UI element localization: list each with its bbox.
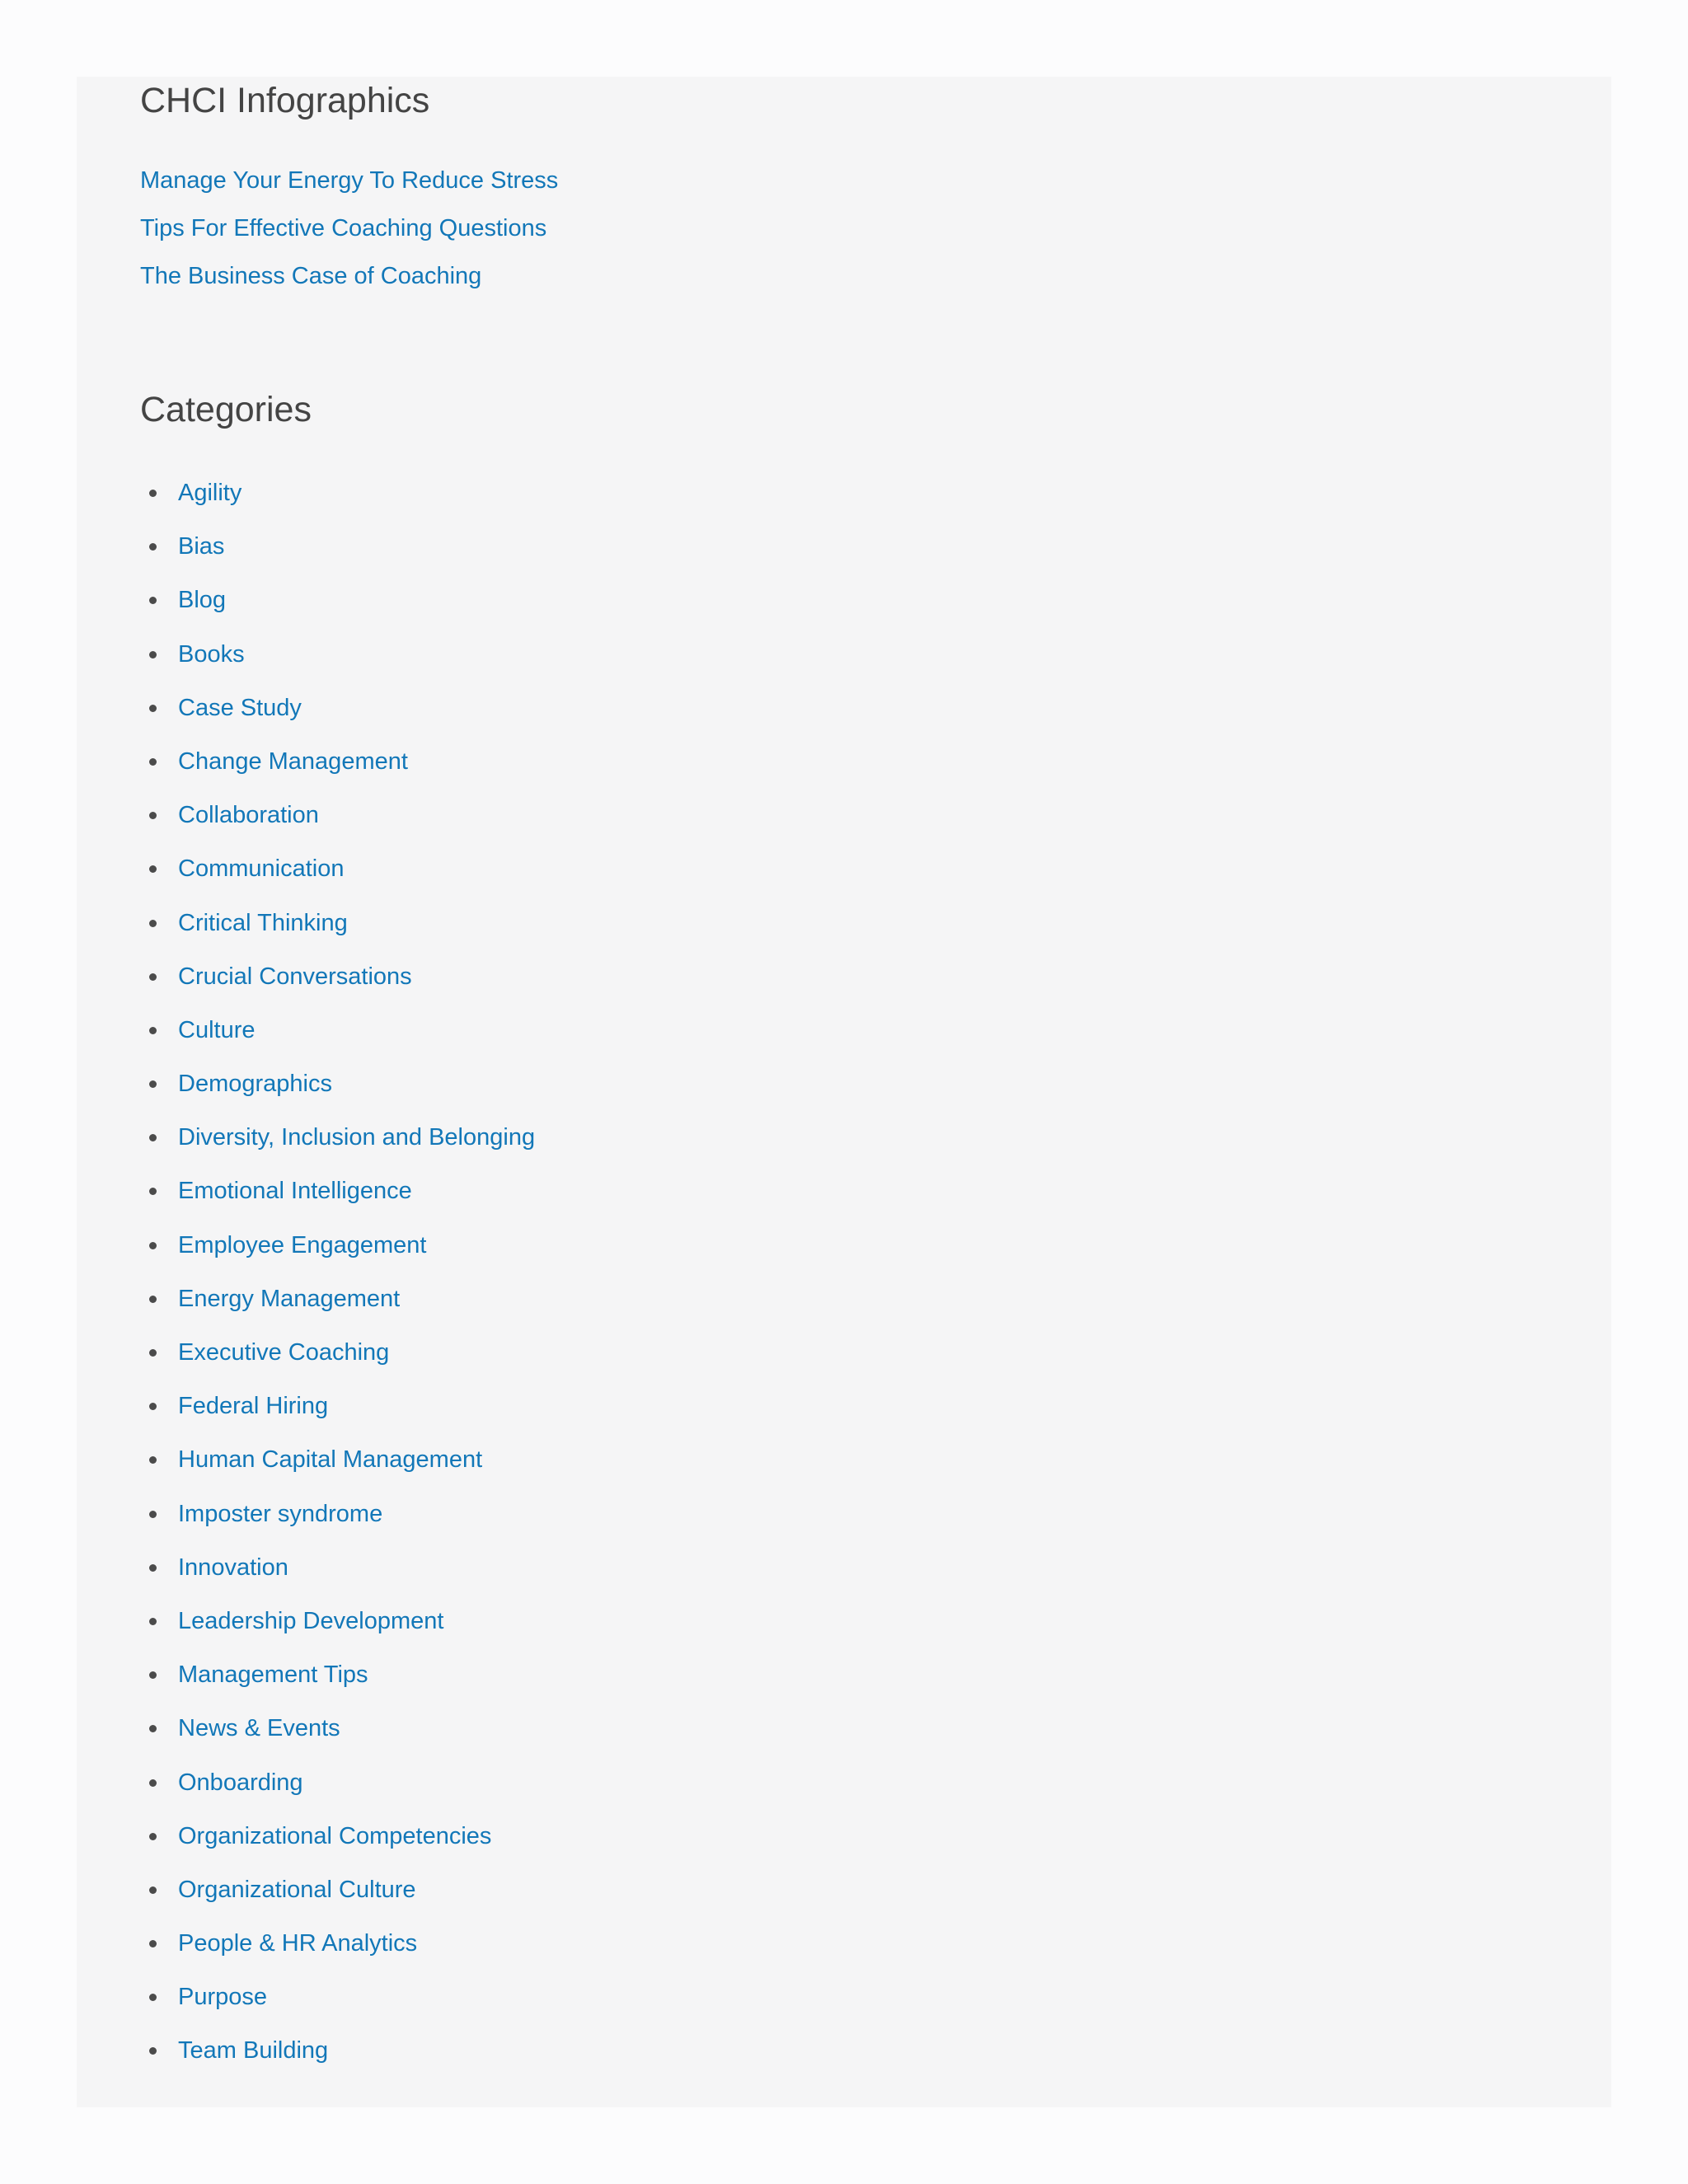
category-list-item <box>140 1285 1611 1338</box>
category-link-team-building[interactable]: Team Building <box>178 2037 329 2064</box>
category-list-item <box>140 1714 1611 1768</box>
category-link-bias[interactable]: Bias <box>178 533 225 560</box>
bullet-icon <box>149 812 157 819</box>
bullet-icon <box>149 1027 157 1034</box>
bullet-icon <box>149 1833 157 1840</box>
category-link-management-tips[interactable]: Management Tips <box>178 1661 368 1689</box>
category-link-change-management[interactable]: Change Management <box>178 748 408 775</box>
category-list-item <box>140 1338 1611 1392</box>
bullet-icon <box>149 920 157 927</box>
category-list-item <box>140 855 1611 908</box>
infographics-title: CHCI Infographics <box>140 81 430 120</box>
category-link-books[interactable]: Books <box>178 640 245 668</box>
category-link-blog[interactable]: Blog <box>178 587 227 614</box>
category-list-item <box>140 1231 1611 1285</box>
infographics-list-item <box>140 214 1611 262</box>
infographic-link-manage-energy[interactable]: Manage Your Energy To Reduce Stress <box>140 167 559 194</box>
infographics-list-item <box>140 166 1611 214</box>
category-link-people-hr-analytics[interactable]: People & HR Analytics <box>178 1930 418 1957</box>
category-list-item <box>140 1392 1611 1446</box>
category-link-crucial-conversations[interactable]: Crucial Conversations <box>178 963 412 990</box>
category-list-item <box>140 1661 1611 1714</box>
category-list-item <box>140 694 1611 748</box>
category-list-item <box>140 1876 1611 1929</box>
category-list-item <box>140 1177 1611 1230</box>
category-link-critical-thinking[interactable]: Critical Thinking <box>178 909 348 936</box>
bullet-icon <box>149 543 157 551</box>
bullet-icon <box>149 705 157 712</box>
category-list-item <box>140 1446 1611 1499</box>
category-list-item <box>140 801 1611 855</box>
bullet-icon <box>149 1564 157 1572</box>
category-list-item <box>140 1607 1611 1661</box>
bullet-icon <box>149 973 157 981</box>
category-link-organizational-competencies[interactable]: Organizational Competencies <box>178 1822 492 1849</box>
categories-widget <box>140 392 1611 2091</box>
bullet-icon <box>149 597 157 604</box>
category-link-organizational-culture[interactable]: Organizational Culture <box>178 1876 416 1903</box>
category-list-item <box>140 640 1611 694</box>
category-link-collaboration[interactable]: Collaboration <box>178 802 319 829</box>
category-list-item <box>140 1500 1611 1554</box>
category-link-leadership-development[interactable]: Leadership Development <box>178 1607 444 1634</box>
category-link-onboarding[interactable]: Onboarding <box>178 1769 303 1796</box>
bullet-icon <box>149 1188 157 1195</box>
bullet-icon <box>149 490 157 497</box>
category-list-item <box>140 586 1611 640</box>
category-link-innovation[interactable]: Innovation <box>178 1554 288 1581</box>
category-link-executive-coaching[interactable]: Executive Coaching <box>178 1339 390 1366</box>
bullet-icon <box>149 865 157 873</box>
bullet-icon <box>149 1886 157 1894</box>
category-list-item <box>140 909 1611 963</box>
category-list-item <box>140 2036 1611 2090</box>
bullet-icon <box>149 1511 157 1518</box>
category-list-item <box>140 748 1611 801</box>
category-list-item <box>140 1554 1611 1607</box>
bullet-icon <box>149 1403 157 1410</box>
category-list-item <box>140 532 1611 586</box>
bullet-icon <box>149 1994 157 2001</box>
category-list-item <box>140 1769 1611 1822</box>
category-link-energy-management[interactable]: Energy Management <box>178 1285 401 1312</box>
bullet-icon <box>149 1456 157 1464</box>
category-link-diversity-inclusion-belonging[interactable]: Diversity, Inclusion and Belonging <box>178 1124 536 1151</box>
infographics-widget <box>140 77 1611 310</box>
bullet-icon <box>149 1080 157 1088</box>
category-link-case-study[interactable]: Case Study <box>178 694 302 721</box>
category-link-emotional-intelligence[interactable]: Emotional Intelligence <box>178 1178 412 1205</box>
bullet-icon <box>149 1725 157 1732</box>
category-list-item <box>140 1123 1611 1177</box>
infographic-link-coaching-questions[interactable]: Tips For Effective Coaching Questions <box>140 215 547 241</box>
bullet-icon <box>149 1242 157 1249</box>
bullet-icon <box>149 1671 157 1679</box>
category-link-agility[interactable]: Agility <box>178 480 242 506</box>
bullet-icon <box>149 1134 157 1141</box>
category-link-employee-engagement[interactable]: Employee Engagement <box>178 1231 427 1258</box>
category-link-demographics[interactable]: Demographics <box>178 1071 332 1098</box>
category-list-item <box>140 479 1611 532</box>
bullet-icon <box>149 1940 157 1947</box>
category-list-item <box>140 1983 1611 2036</box>
category-list-item <box>140 1016 1611 1070</box>
category-link-imposter-syndrome[interactable]: Imposter syndrome <box>178 1500 383 1527</box>
category-list-item <box>140 1929 1611 1983</box>
infographics-list <box>140 166 1611 310</box>
infographic-link-business-case[interactable]: The Business Case of Coaching <box>140 263 482 289</box>
category-link-communication[interactable]: Communication <box>178 855 345 883</box>
categories-list <box>140 479 1611 2091</box>
category-list-item <box>140 1070 1611 1123</box>
categories-title: Categories <box>140 390 312 429</box>
category-link-purpose[interactable]: Purpose <box>178 1984 268 2011</box>
category-link-culture[interactable]: Culture <box>178 1016 256 1043</box>
bullet-icon <box>149 2047 157 2055</box>
bullet-icon <box>149 1296 157 1303</box>
category-list-item <box>140 1822 1611 1876</box>
category-link-news-events[interactable]: News & Events <box>178 1715 340 1742</box>
bullet-icon <box>149 1349 157 1357</box>
bullet-icon <box>149 1618 157 1625</box>
sidebar-panel <box>77 77 1611 2107</box>
category-link-human-capital-management[interactable]: Human Capital Management <box>178 1446 483 1474</box>
bullet-icon <box>149 1779 157 1787</box>
category-link-federal-hiring[interactable]: Federal Hiring <box>178 1393 329 1420</box>
bullet-icon <box>149 758 157 766</box>
infographics-list-item <box>140 262 1611 310</box>
category-list-item <box>140 963 1611 1016</box>
bullet-icon <box>149 651 157 658</box>
